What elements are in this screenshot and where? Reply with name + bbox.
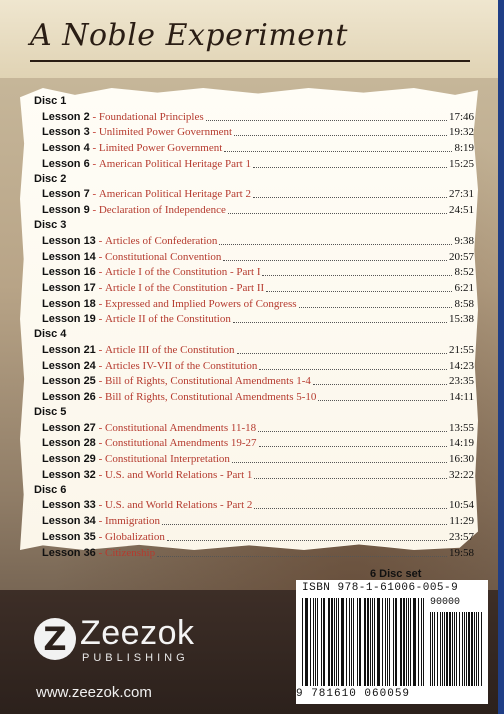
lesson-row	[34, 451, 474, 467]
dot-leader	[206, 120, 447, 121]
lesson-duration: 15:25	[448, 157, 474, 170]
lesson-title: Constitutional Interpretation	[104, 453, 230, 466]
lesson-title: Constitutional Convention	[104, 250, 222, 263]
lesson-row	[34, 187, 474, 203]
lesson-title: Immigration	[104, 515, 160, 528]
barcode-bar	[468, 612, 470, 686]
barcode-bar	[305, 598, 308, 686]
lesson-number: Lesson 28	[42, 437, 96, 450]
lesson-title: Globalization	[104, 530, 165, 543]
barcode-bar	[444, 612, 445, 686]
lesson-title: Article III of the Constitution	[104, 343, 235, 356]
lesson-number: Lesson 18	[42, 297, 96, 310]
lesson-list	[34, 94, 474, 561]
barcode-bar	[474, 612, 475, 686]
dot-leader	[253, 167, 447, 168]
barcode-bar	[338, 598, 339, 686]
barcode-bar	[313, 598, 314, 686]
dot-leader	[262, 275, 452, 276]
barcode-bar	[423, 598, 424, 686]
lesson-row	[34, 436, 474, 452]
barcode-bar	[370, 598, 371, 686]
lesson-separator: -	[89, 188, 99, 201]
lesson-number: Lesson 13	[42, 234, 96, 247]
barcode-bar	[357, 598, 358, 686]
barcode-bar	[462, 612, 463, 686]
lesson-duration: 15:38	[448, 313, 474, 326]
lesson-separator: -	[95, 234, 105, 247]
disc-heading: Disc 1	[34, 95, 67, 107]
barcode-bar	[310, 598, 311, 686]
publisher-subtitle: PUBLISHING	[82, 652, 189, 664]
lesson-duration: 9:38	[454, 234, 474, 247]
lesson-duration: 19:32	[448, 126, 474, 139]
lesson-title: Article I of the Constitution - Part I	[104, 266, 261, 279]
lesson-separator: -	[95, 375, 105, 388]
lesson-duration: 32:22	[448, 468, 474, 481]
dot-leader	[233, 322, 447, 323]
lesson-duration: 13:55	[448, 421, 474, 434]
publisher-website[interactable]: www.zeezok.com	[36, 684, 152, 701]
lesson-title: Foundational Principles	[98, 110, 204, 123]
barcode-bar	[372, 598, 373, 686]
barcode-bar	[364, 598, 366, 686]
lesson-duration: 23:57	[448, 530, 474, 543]
barcode-bar	[434, 612, 435, 686]
lesson-number: Lesson 4	[42, 142, 90, 155]
lesson-separator: -	[95, 281, 105, 294]
lesson-duration: 10:54	[448, 499, 474, 512]
barcode-bar	[353, 598, 354, 686]
barcode-bar	[464, 612, 465, 686]
lesson-separator: -	[95, 437, 105, 450]
lesson-number: Lesson 27	[42, 421, 96, 434]
lesson-duration: 23:35	[448, 375, 474, 388]
lesson-duration: 14:11	[449, 391, 474, 403]
lesson-number: Lesson 9	[42, 204, 90, 217]
lesson-separator: -	[95, 546, 105, 559]
lesson-duration: 16:30	[448, 453, 474, 466]
lesson-row	[34, 545, 474, 561]
lesson-number: Lesson 33	[42, 499, 96, 512]
lesson-separator: -	[89, 157, 99, 170]
lesson-number: Lesson 19	[42, 313, 96, 326]
lesson-row	[34, 280, 474, 296]
lesson-duration: 21:55	[448, 343, 474, 356]
logo-letter: Z	[43, 620, 67, 658]
ean-text: 9 781610 060059	[296, 688, 411, 700]
lesson-separator: -	[95, 297, 105, 310]
barcode-bar	[478, 612, 479, 686]
lesson-number: Lesson 24	[42, 359, 96, 372]
dot-leader	[223, 260, 447, 261]
barcode-bar	[410, 598, 411, 686]
lesson-row	[34, 529, 474, 545]
lesson-duration: 20:57	[448, 250, 474, 263]
lesson-separator: -	[95, 499, 105, 512]
lesson-row	[34, 202, 474, 218]
barcode-bar	[389, 598, 390, 686]
barcode-bar	[385, 598, 386, 686]
barcode-bar	[403, 598, 405, 686]
barcode-bar	[315, 598, 316, 686]
lesson-row	[34, 296, 474, 312]
dot-leader	[299, 307, 453, 308]
lesson-title: Constitutional Amendments 11-18	[104, 421, 257, 434]
barcode-bar	[341, 598, 344, 686]
publisher-name: Zeezok	[80, 614, 195, 652]
lesson-row	[34, 513, 474, 529]
lesson-separator: -	[95, 359, 105, 372]
barcode-bar	[406, 598, 407, 686]
dot-leader	[224, 151, 452, 152]
lesson-separator: -	[95, 421, 105, 434]
barcode-bar	[471, 612, 473, 686]
lesson-number: Lesson 16	[42, 266, 96, 279]
barcode-bar	[466, 612, 467, 686]
barcode-bar	[367, 598, 369, 686]
barcode-bar	[336, 598, 337, 686]
barcode-bar	[459, 612, 460, 686]
lesson-number: Lesson 6	[42, 157, 90, 170]
barcode-addon-icon	[430, 612, 482, 686]
lesson-row	[34, 312, 474, 328]
lesson-duration: 8:19	[454, 142, 474, 155]
lesson-row	[34, 389, 474, 405]
barcode-bar	[446, 612, 448, 686]
lesson-number: Lesson 21	[42, 343, 96, 356]
dot-leader	[253, 197, 447, 198]
lesson-duration: 27:31	[448, 188, 474, 201]
dot-leader	[259, 369, 447, 370]
dot-leader	[254, 508, 447, 509]
barcode-bar	[321, 598, 322, 686]
barcode-bar	[454, 612, 455, 686]
barcode-bar	[440, 612, 441, 686]
dot-leader	[157, 556, 447, 557]
lesson-title: American Political Heritage Part 1	[98, 157, 251, 170]
dot-leader	[162, 524, 447, 525]
lesson-title: Bill of Rights, Constitutional Amendments 5-10	[104, 391, 317, 403]
barcode-bar	[418, 598, 419, 686]
dot-leader	[266, 291, 452, 292]
lesson-separator: -	[95, 250, 105, 263]
isbn-text: ISBN 978-1-61006-005-9	[302, 582, 459, 594]
title-underline	[30, 60, 470, 62]
dot-leader	[258, 431, 447, 432]
barcode-bar	[377, 598, 380, 686]
lesson-title: Constitutional Amendments 19-27	[104, 437, 257, 450]
barcode-bar	[302, 598, 303, 686]
lesson-duration: 6:21	[454, 281, 474, 294]
barcode-bar	[408, 598, 409, 686]
dot-leader	[167, 540, 447, 541]
lesson-duration: 14:19	[448, 437, 474, 450]
dot-leader	[318, 400, 447, 401]
lesson-title: Unlimited Power Government	[98, 126, 233, 139]
barcode-bar	[331, 598, 333, 686]
dot-leader	[228, 213, 447, 214]
dot-leader	[219, 244, 452, 245]
barcode-bar	[317, 598, 318, 686]
lesson-duration: 11:29	[449, 515, 474, 528]
lesson-row	[34, 156, 474, 172]
lesson-duration: 17:46	[448, 110, 474, 123]
lesson-separator: -	[95, 313, 105, 326]
lesson-row	[34, 140, 474, 156]
lesson-title: Limited Power Government	[98, 142, 223, 155]
lesson-separator: -	[95, 530, 105, 543]
lesson-row	[34, 125, 474, 141]
barcode-bar	[351, 598, 352, 686]
lesson-duration: 19:58	[448, 546, 474, 559]
barcode-bar	[323, 598, 325, 686]
barcode-bar	[359, 598, 361, 686]
lesson-title: Articles IV-VII of the Constitution	[104, 359, 258, 372]
lesson-separator: -	[95, 515, 105, 528]
dot-leader	[254, 478, 447, 479]
lesson-number: Lesson 14	[42, 250, 96, 263]
lesson-number: Lesson 17	[42, 281, 96, 294]
dot-leader	[237, 353, 447, 354]
barcode-bar	[449, 612, 451, 686]
barcode-bar	[476, 612, 477, 686]
lesson-number: Lesson 32	[42, 468, 96, 481]
lesson-title: Article I of the Constitution - Part II	[104, 281, 265, 294]
dot-leader	[259, 446, 447, 447]
lesson-title: American Political Heritage Part 2	[98, 188, 251, 201]
lesson-row	[34, 233, 474, 249]
lesson-separator: -	[95, 266, 105, 279]
lesson-separator: -	[95, 453, 105, 466]
lesson-duration: 8:58	[454, 297, 474, 310]
barcode-bar	[413, 598, 416, 686]
disc-heading: Disc 4	[34, 328, 67, 341]
lesson-number: Lesson 25	[42, 375, 96, 388]
cover-edge	[498, 0, 504, 714]
barcode-bar	[481, 612, 482, 686]
lesson-separator: -	[89, 126, 99, 139]
lesson-separator: -	[95, 468, 105, 481]
barcode-bar	[442, 612, 443, 686]
lesson-row	[34, 374, 474, 390]
lesson-title: U.S. and World Relations - Part 1	[104, 468, 253, 481]
lesson-title: Declaration of Independence	[98, 204, 226, 217]
barcode-bar	[349, 598, 350, 686]
lesson-separator: -	[89, 204, 99, 217]
lesson-row	[34, 249, 474, 265]
barcode-bar	[421, 598, 422, 686]
disc-set-label: 6 Disc set	[370, 568, 422, 580]
lesson-row	[34, 358, 474, 374]
lesson-title: U.S. and World Relations - Part 2	[104, 499, 253, 512]
lesson-number: Lesson 36	[42, 546, 96, 559]
lesson-separator: -	[89, 142, 99, 155]
barcode-bar	[393, 598, 394, 686]
barcode-bar	[328, 598, 330, 686]
lesson-title: Articles of Confederation	[104, 234, 218, 247]
lesson-row	[34, 265, 474, 281]
lesson-number: Lesson 26	[42, 391, 96, 403]
barcode-bar	[382, 598, 383, 686]
barcode-bar	[432, 612, 433, 686]
lesson-duration: 14:23	[448, 359, 474, 372]
lesson-separator: -	[89, 110, 99, 123]
lesson-duration: 24:51	[448, 204, 474, 217]
lesson-number: Lesson 3	[42, 126, 90, 139]
price-code: 90000	[430, 597, 461, 608]
barcode-bar	[400, 598, 402, 686]
dot-leader	[232, 462, 447, 463]
barcode-bar	[430, 612, 431, 686]
barcode-bar	[395, 598, 397, 686]
barcode-bar	[456, 612, 457, 686]
lesson-number: Lesson 2	[42, 110, 90, 123]
lesson-number: Lesson 35	[42, 530, 96, 543]
barcode-bar	[452, 612, 453, 686]
lesson-duration: 8:52	[454, 266, 474, 279]
lesson-row	[34, 420, 474, 436]
cover-title: A Noble Experiment	[30, 18, 348, 53]
barcode-bar	[437, 612, 438, 686]
lesson-title: Expressed and Implied Powers of Congress	[104, 297, 297, 310]
disc-heading: Disc 3	[34, 219, 67, 232]
lesson-number: Lesson 34	[42, 515, 96, 528]
disc-heading: Disc 6	[34, 483, 67, 496]
barcode-bar	[374, 598, 375, 686]
dot-leader	[234, 135, 447, 136]
barcode-bar	[334, 598, 335, 686]
lesson-number: Lesson 7	[42, 188, 90, 201]
lesson-title: Citizenship	[104, 546, 156, 559]
lesson-row	[34, 498, 474, 514]
barcode-bar	[387, 598, 388, 686]
disc-heading: Disc 2	[34, 172, 67, 185]
lesson-separator: -	[95, 391, 105, 403]
disc-heading: Disc 5	[34, 406, 67, 418]
lesson-row	[34, 467, 474, 483]
dot-leader	[313, 384, 447, 385]
lesson-row	[34, 342, 474, 358]
lesson-title: Bill of Rights, Constitutional Amendments 1-4	[104, 375, 311, 388]
lesson-title: Article II of the Constitution	[104, 313, 231, 326]
lesson-number: Lesson 29	[42, 453, 96, 466]
barcode-icon	[302, 598, 424, 686]
barcode-bar	[346, 598, 347, 686]
lesson-separator: -	[95, 343, 105, 356]
lesson-row	[34, 109, 474, 125]
